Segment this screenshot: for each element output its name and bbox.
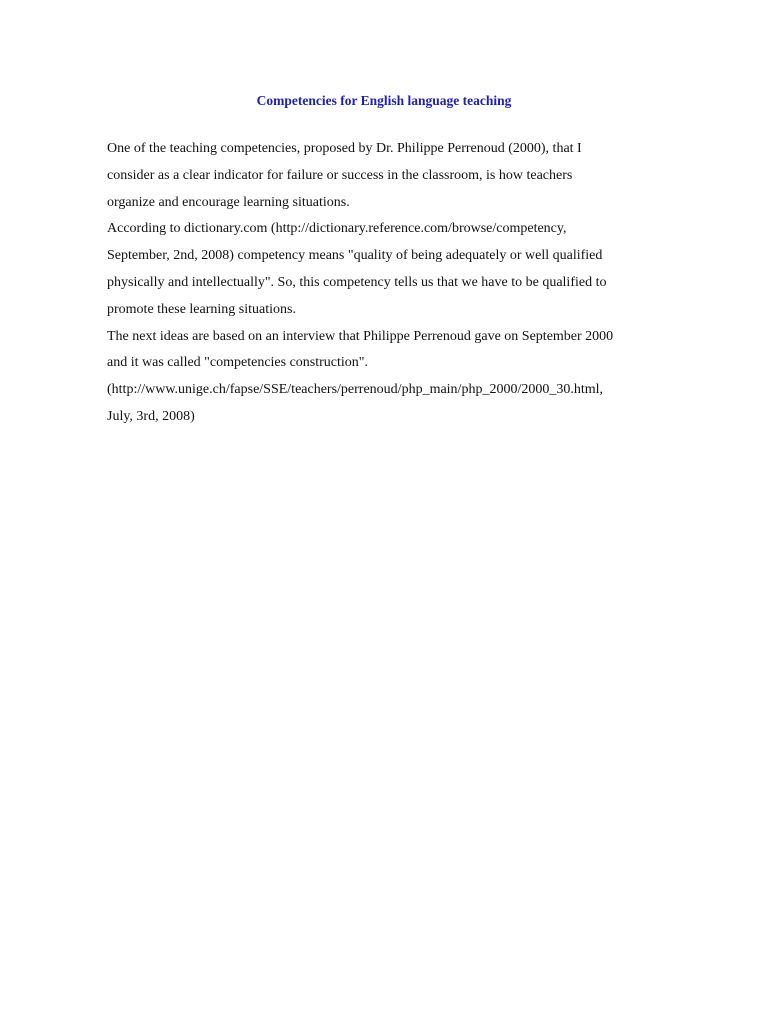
paragraph-intro (107, 136, 667, 216)
text-line: and it was called "competencies construction". (107, 355, 369, 371)
text-line: One of the teaching competencies, proposed by Dr. Philippe Perrenoud (2000), that I (107, 141, 582, 156)
text-line: consider as a clear indicator for failure or success in the classroom, is how teachers (107, 167, 573, 183)
text-line: organize and encourage learning situations. (107, 194, 350, 210)
text-line: The next ideas are based on an interview that Philippe Perrenoud gave on September 2000 (107, 328, 614, 344)
paragraph-interview (107, 324, 667, 431)
text-line: July, 3rd, 2008) (107, 408, 195, 424)
text-line: According to dictionary.com (http://dictionary.reference.com/browse/competency, (107, 221, 567, 237)
document-title: Competencies for English language teaching (256, 93, 512, 108)
text-line: physically and intellectually". So, this competency tells us that we have to be qualified to (107, 274, 607, 290)
text-line: September, 2nd, 2008) competency means "quality of being adequately or well qualified (107, 248, 603, 264)
text-line: (http://www.unige.ch/fapse/SSE/teachers/perrenoud/php_main/php_2000/2000_30.html, (107, 382, 604, 398)
text-line: promote these learning situations. (107, 301, 296, 317)
document-body (107, 136, 667, 431)
paragraph-definition (107, 216, 667, 323)
